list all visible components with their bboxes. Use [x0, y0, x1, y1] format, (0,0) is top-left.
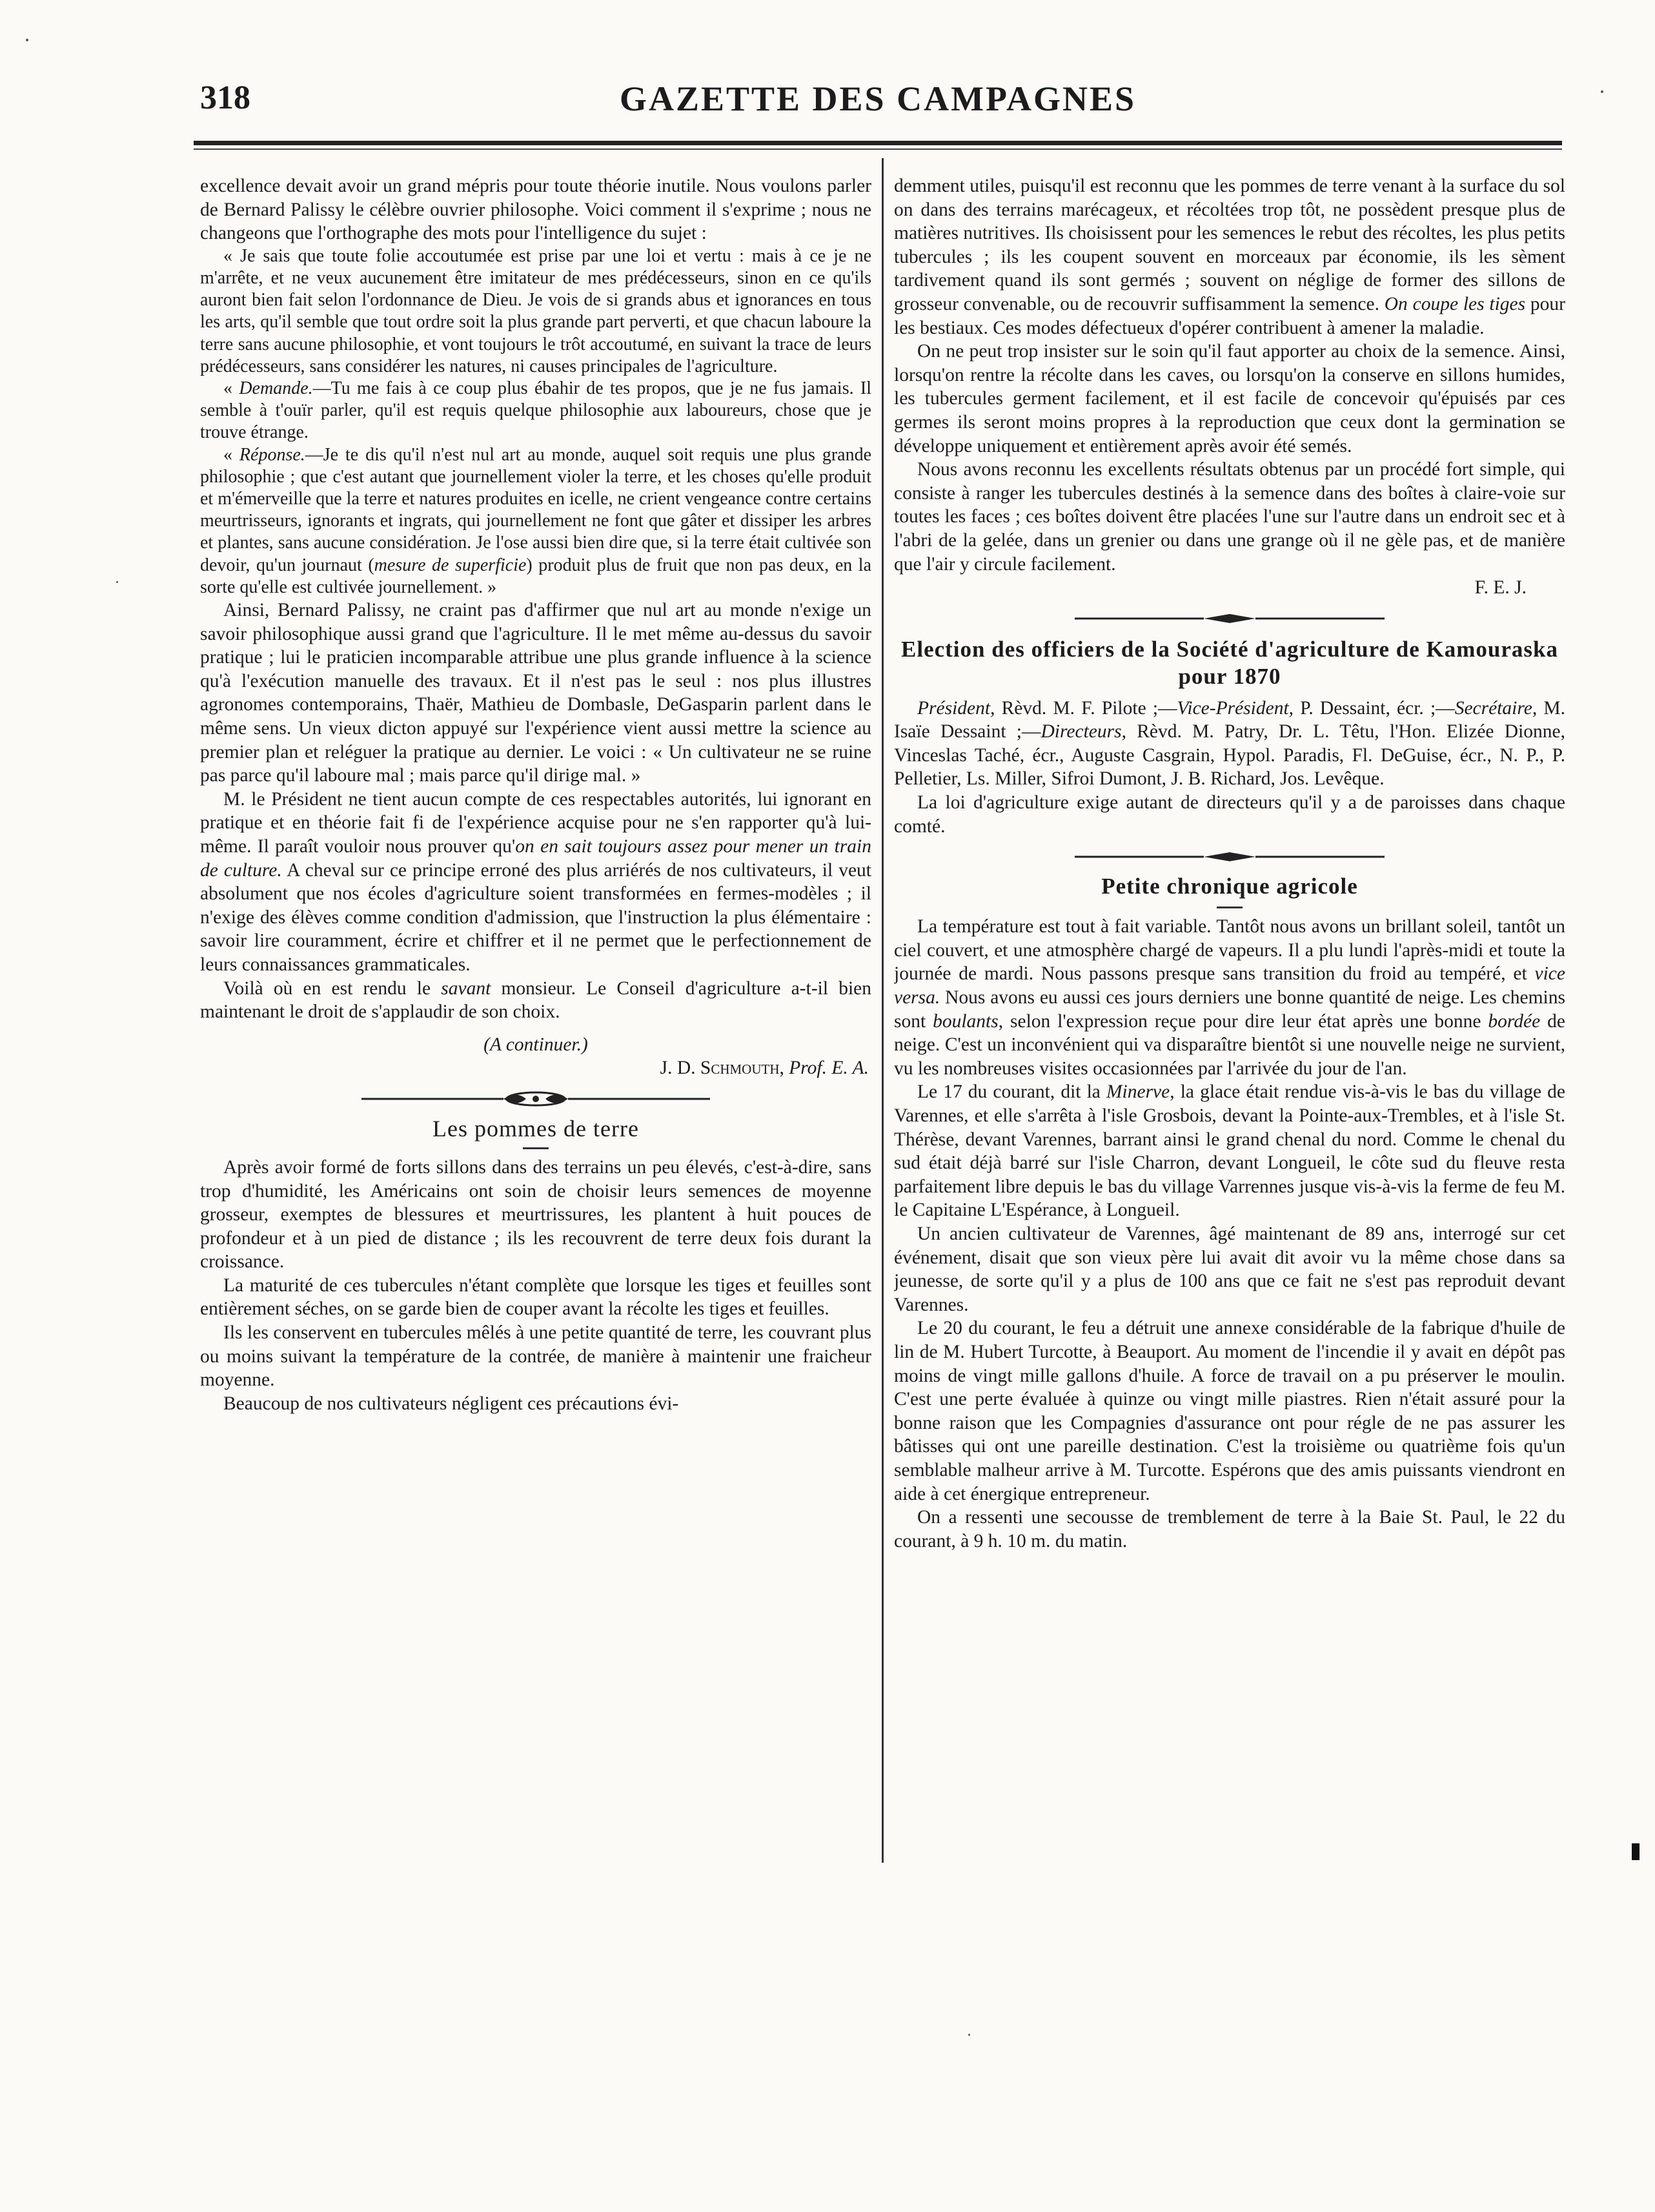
pommes-de-terre-title: Les pommes de terre	[432, 1115, 639, 1142]
speck	[26, 39, 28, 41]
edge-mark	[1632, 1843, 1640, 1860]
article-paragraph: Beaucoup de nos cultivateurs négligent ces précautions évi-	[223, 1393, 679, 1414]
running-head	[200, 79, 1556, 124]
speck	[1601, 90, 1603, 93]
article-signature	[200, 1056, 869, 1080]
left-column	[200, 174, 871, 1885]
newspaper-name: Minerve	[1106, 1081, 1170, 1103]
article-paragraph: Après avoir formé de forts sillons dans des terrains un peu élevés, c'est-à-dire, sans trop d'humidité, les Américains ont soin de choisir leurs semences de moyenne grosseur, exemptes de blessures et meurtrissures, les plantent à huit pouces de profondeur et à un pied de distance ; ils les recouvrent de terre deux fois durant la croissance.	[200, 1156, 871, 1273]
demande-label: Demande.	[239, 378, 313, 398]
article-paragraph: La loi d'agriculture exige autant de directeurs qu'il y a de paroisses dans chaque comté.	[894, 792, 1565, 837]
italic-phrase: On coupe les tiges	[1384, 293, 1526, 314]
election-officers: Président, Rèvd. M. F. Pilote ;—Vice-Président, P. Dessaint, écr. ;—Secrétaire, M. Isaïe Dessaint ;—Directeurs, Rèvd. M. Patry, Dr. L. Têtu, l'Hon. Elizée Dionne, Vinceslas Taché, écr., Auguste Casgrain, Hypol. Paradis, Fl. DeGuise, écr., N. P., P. Pelletier, Ls. Miller, Sifroi Dumont, J. B. Richard, Jos. Levêque.	[894, 697, 1565, 790]
ornament-rule	[1049, 847, 1410, 866]
article-signature: F. E. J.	[1474, 577, 1527, 599]
title-dash	[1217, 906, 1243, 908]
palissy-demande: « Demande.—Tu me fais à ce coup plus ébahir de tes propos, que je ne fus jamais. Il semble à t'ouïr parler, qu'il est requis quelque philosophie aux laboureurs, chose que je trouve étrange.	[200, 378, 871, 443]
italic-phrase: on en sait toujours assez pour mener un train de culture.	[200, 835, 871, 881]
article-paragraph: Voilà où en est rendu le savant monsieur. Le Conseil d'agriculture a-t-il bien maintenant le droit de s'applaudir de son choix.	[200, 978, 871, 1023]
reponse-label: Réponse.	[239, 444, 305, 465]
to-continue-note: (A continuer.)	[483, 1034, 588, 1055]
demande-text: —Tu me fais à ce coup plus ébahir de tes propos, que je ne fus jamais. Il semble à t'ouïr parler, qu'il est requis quelque philosophie aux laboureurs, chose que je trouve étrange.	[200, 378, 871, 443]
chronique-title: Petite chronique agricole	[1101, 874, 1358, 899]
article-paragraph: M. le Président ne tient aucun compte de ces respectables autorités, lui ignorant en pratique et en théorie fait fi de l'expérience acquise pour ne s'en rapporter qu'à lui-même. Il paraît vouloir nous prouver qu'on en sait toujours assez pour mener un train de culture. A cheval sur ce principe erroné des plus arriérés de nos cultivateurs, il veut absolument que nos écoles d'agriculture soient transformées en fermes-modèles ; il n'exige des élèves comme condition d'admission, que l'instruction la plus élémentaire : savoir lire couramment, écrire et chiffrer et il ne permet que le perfectionnement de leurs connaissances grammaticales.	[200, 788, 871, 975]
title-dash	[523, 1147, 549, 1149]
election-title: Election des officiers de la Société d'agriculture de Kamouraska pour 1870	[901, 636, 1558, 689]
ornament-rule	[355, 1089, 716, 1109]
article-paragraph: Le 17 du courant, dit la Minerve, la glace était rendue vis-à-vis le bas du village de Varennes, et elle s'arrêta à l'isle Grosbois, devant la Pointe-aux-Trembles, et à l'isle St. Thérèse, devant Varennes, barrant ainsi le grand chenal du nord. Comme le chenal du sud était déjà barré sur l'isle Charron, devant Longueil, le côte sud du fleuve resta parfaitement libre depuis le bas du village Varrennes jusque vis-à-vis la ferme de feu M. le Capitaine L'Espérance, à Longueil.	[894, 1081, 1565, 1221]
italic-term: mesure de superficie	[374, 555, 527, 575]
palissy-reponse: « Réponse.—Je te dis qu'il n'est nul art au monde, auquel soit requis une plus grande philosophie ; que c'est autant que journellement violer la terre, et les choses qu'elle produit et m'émerveille que la terre et natures produites en icelle, ne crient vengeance contre certains meurtrisseurs, ignorants et ingrats, qui journellement ne font que gâter et dissiper les arbres et plantes, sans aucune considération. Je l'ose aussi bien dire que, si la terre était cultivée son devoir, qu'un journaut (mesure de superficie) produit plus de fruit que non pas deux, en la sorte qu'elle est cultivée journellement. »	[200, 444, 871, 597]
right-column	[894, 174, 1565, 1866]
article-paragraph: La maturité de ces tubercules n'étant complète que lorsque les tiges et feuilles sont entièrement séches, on se garde bien de couper avant la récolte les tiges et feuilles.	[200, 1275, 871, 1320]
ornament-rule	[1049, 609, 1410, 628]
article-paragraph: La température est tout à fait variable. Tantôt nous avons un brillant soleil, tantôt un ciel couvert, et une atmosphère chargé de vapeurs. Il a plu lundi l'après-midi et toute la journée de mardi. Nous passons presque sans transition du froid au tempéré, et vice versa. Nous avons eu aussi ces jours derniers une bonne quantité de neige. Les chemins sont boulants, selon l'expression reçue pour dire leur état après une bonne bordée de neige. C'est un inconvénient qui va disparaître bientôt si une nouvelle neige ne survient, vu les nombreuses visites occasionnées par l'arrivée du jour de l'an.	[894, 916, 1565, 1079]
article-paragraph: Nous avons reconnu les excellents résultats obtenus par un procédé fort simple, qui consiste à ranger les tubercules destinés à la semence dans des boîtes à claire-voie sur toutes les faces ; ces boîtes doivent être placées l'une sur l'autre dans un endroit sec et à l'abri de la gelée, dans un grenier ou dans une grange où il ne gèle pas, et de manière que l'air y circule facilement.	[894, 459, 1565, 575]
article-paragraph: On ne peut trop insister sur le soin qu'il faut apporter au choix de la semence. Ainsi, lorsqu'on rentre la récolte dans les caves, ou lorsqu'on la conserve en sillons humides, les tubercules germent facilement, et il est facile de concevoir qu'épuisés par ces germes ils seront moins propres à la reproduction que ceux dont la germination se développe uniquement et entièrement après avoir été semés.	[894, 341, 1565, 456]
article-paragraph: Ils les conservent en tubercules mêlés à une petite quantité de terre, les couvrant plus ou moins suivant la température de la contrée, de manière à maintenir une fraicheur moyenne.	[200, 1322, 871, 1391]
header-rule-thick	[194, 141, 1562, 145]
article-paragraph: Le 20 du courant, le feu a détruit une annexe considérable de la fabrique d'huile de lin de M. Hubert Turcotte, à Beauport. Au moment de l'incendie il y avait en dépôt pas moins de vingt mille gallons d'huile. A force de travail on a pu préserver le moulin. C'est une perte évaluée à quinze ou vingt mille piastres. Rien n'était assuré pour la bonne raison que les Compagnies d'assurance ont pour régle de ne pas assurer les bâtisses qui ont une pareille destination. C'est la troisième ou quatrième fois qu'un semblable malheur arrive à M. Turcotte. Espérons que des amis puissants viendront en aide à cet énergique entrepreneur.	[894, 1318, 1565, 1504]
signature-name: J. D. Schmouth,	[660, 1058, 784, 1079]
article-paragraph: Un ancien cultivateur de Varennes, âgé maintenant de 89 ans, interrogé sur cet événement, disait que son vieux père lui avait dit avoir vu la même chose dans sa jeunesse, de sorte qu'il y a plus de 100 ans que ce fait ne s'est pas reproduit devant Varennes.	[894, 1223, 1565, 1315]
signature-title: Prof. E. A.	[789, 1058, 869, 1079]
publication-title: GAZETTE DES CAMPAGNES	[619, 79, 1137, 118]
italic-word: savant	[441, 978, 491, 999]
speck	[968, 2034, 970, 2036]
page-number: 318	[200, 79, 250, 116]
speck	[116, 581, 118, 583]
article-paragraph: Ainsi, Bernard Palissy, ne craint pas d'affirmer que nul art au monde n'exige un savoir philosophique aussi grand que l'agriculture. Il le met même au-dessus du savoir pratique ; lui le praticien incomparable attribue une plus grande influence à la science qu'à l'exécution manuelle des travaux. Et il n'est pas le seul : nos plus illustres agronomes contemporains, Thaër, Mathieu de Dombasle, DeGasparin parlent dans le même sens. Un vieux dicton appuyé sur l'expérience vient aussi mettre la science au premier plan et reléguer la pratique au dernier. Le voici : « Un cultivateur ne se ruine pas parce qu'il laboure mal ; mais parce qu'il dirige mal. »	[200, 600, 871, 786]
header-rule-thin	[194, 148, 1562, 150]
article-paragraph: demment utiles, puisqu'il est reconnu que les pommes de terre venant à la surface du sol on dans des terrains marécageux, et récoltées trop tôt, ne possèdent presque plus de matières nutritives. Ils choisissent pour les semences le rebut des récoltes, les plus petits tubercules ; ils les coupent souvent en morceaux par économie, ils les sèment tardivement quand ils sont germés ; souvent on néglige de former des sillons de grosseur convenable, ou de recouvrir suffisamment la semence. On coupe les tiges pour les bestiaux. Ces modes défectueux d'opérer contribuent à amener la maladie.	[894, 176, 1565, 338]
article-paragraph: On a ressenti une secousse de tremblement de terre à la Baie St. Paul, le 22 du courant, à 9 h. 10 m. du matin.	[894, 1507, 1565, 1551]
palissy-quote: « Je sais que toute folie accoutumée est prise par une loi et vertu : mais à ce je ne m'arrête, et ne veux aucunement être imitateur de mes prédécesseurs, sinon en ce qu'ils auront bien fait selon l'ordonnance de Dieu. Je vois de si grands abus et ignorances en tous les arts, qu'il semble que tout ordre soit la plus grande part perverti, et que chacun laboure la terre sans aucune philosophie, et vont toujours le trôt accoutumé, en suivant la trace de leurs prédécesseurs, sans considérer les natures, ni causes principales de l'agriculture.	[200, 245, 871, 376]
column-divider	[882, 158, 884, 1863]
article-paragraph: excellence devait avoir un grand mépris pour toute théorie inutile. Nous voulons parler de Bernard Palissy le célèbre ouvrier philosophe. Voici comment il s'exprime ; nous ne changeons que l'orthographe des mots pour l'intelligence du sujet :	[200, 176, 871, 244]
